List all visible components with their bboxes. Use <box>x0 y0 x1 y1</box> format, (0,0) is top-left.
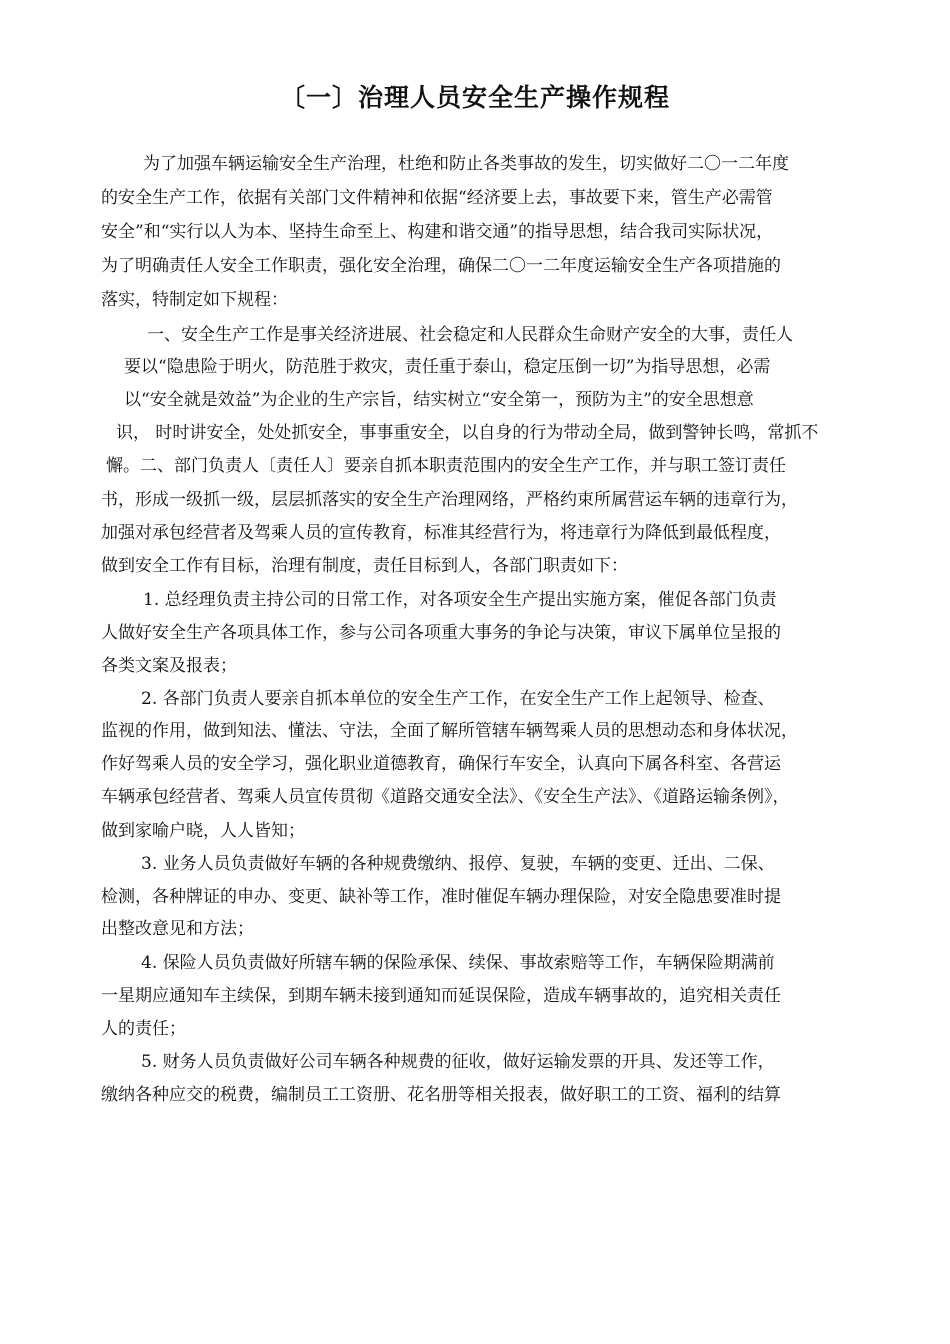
paragraph-line: 人的责任； <box>101 1019 186 1039</box>
paragraph-line: 人做好安全生产各项具体工作，参与公司各项重大事务的争论与决策，审议下属单位呈报的 <box>101 623 781 643</box>
paragraph-line: 以“安全就是效益”为企业的生产宗旨，结实树立“安全第一，预防为主”的安全思想意 <box>124 390 754 410</box>
page-title: 〔一〕治理人员安全生产操作规程 <box>279 83 670 112</box>
paragraph-line: 车辆承包经营者、驾乘人员宣传贯彻《道路交通安全法》、《安全生产法》、《道路运输条例》， <box>101 787 790 807</box>
paragraph-line: 监视的作用，做到知法、懂法、守法，全面了解所管辖车辆驾乘人员的思想动态和身体状况， <box>101 721 798 741</box>
paragraph-line: 的安全生产工作，依据有关部门文件精神和依据“经济要上去，事故要下来，管生产必需管 <box>101 188 773 208</box>
paragraph-line: 加强对承包经营者及驾乘人员的宣传教育，标准其经营行为，将违章行为降低到最低程度， <box>101 523 781 543</box>
paragraph-line: 做到家喻户晓，人人皆知； <box>101 821 305 841</box>
paragraph-line: 做到安全工作有目标，治理有制度，责任目标到人，各部门职责如下： <box>101 556 628 576</box>
paragraph-line: 1. 总经理负责主持公司的日常工作，对各项安全生产提出实施方案，催促各部门负责 <box>143 590 777 610</box>
paragraph-line: 出整改意见和方法； <box>101 919 254 939</box>
paragraph-line: 3. 业务人员负责做好车辆的各种规费缴纳、报停、复驶，车辆的变更、迁出、二保、 <box>141 854 775 874</box>
paragraph-line: 一星期应通知车主续保，到期车辆未接到通知而延误保险，造成车辆事故的，追究相关责任 <box>101 986 781 1006</box>
paragraph-line: 4. 保险人员负责做好所辖车辆的保险承保、续保、事故索赔等工作，车辆保险期满前 <box>141 953 775 973</box>
paragraph-line: 检测，各种牌证的申办、变更、缺补等工作，准时催促车辆办理保险，对安全隐患要准时提 <box>101 887 781 907</box>
paragraph-line: 一、安全生产工作是事关经济进展、社会稳定和人民群众生命财产安全的大事，责任人 <box>147 325 793 345</box>
paragraph-line: 书，形成一级抓一级，层层抓落实的安全生产治理网络，严格约束所属营运车辆的违章行为， <box>101 490 798 510</box>
paragraph-line: 安全”和“实行以人为本、坚持生命至上、构建和谐交通”的指导思想，结合我司实际状况， <box>101 222 774 242</box>
paragraph-line: 2. 各部门负责人要亲自抓本单位的安全生产工作，在安全生产工作上起领导、检查、 <box>141 689 775 709</box>
paragraph-line: 作好驾乘人员的安全学习，强化职业道德教育，确保行车安全，认真向下属各科室、各营运 <box>101 754 781 774</box>
paragraph-line: 为了明确责任人安全工作职责，强化安全治理，确保二〇一二年度运输安全生产各项措施的 <box>101 256 781 276</box>
paragraph-line: 要以“隐患险于明火，防范胜于救灾，责任重于泰山，稳定压倒一切”为指导思想，必需 <box>124 357 771 377</box>
paragraph-line: 识， 时时讲安全，处处抓安全，事事重安全，以自身的行为带动全局，做到警钟长鸣，常抓不 <box>116 423 819 443</box>
paragraph-line: 各类文案及报表； <box>101 656 237 676</box>
paragraph-line: 为了加强车辆运输安全生产治理，杜绝和防止各类事故的发生，切实做好二〇一二年度 <box>143 154 789 174</box>
paragraph-line: 懈。二、部门负责人〔责任人〕要亲自抓本职责范围内的安全生产工作，并与职工签订责任 <box>106 456 786 476</box>
paragraph-line: 缴纳各种应交的税费，编制员工工资册、花名册等相关报表，做好职工的工资、福利的结算 <box>101 1085 781 1105</box>
paragraph-line: 5. 财务人员负责做好公司车辆各种规费的征收，做好运输发票的开具、发还等工作， <box>141 1052 775 1072</box>
paragraph-line: 落实，特制定如下规程： <box>101 290 288 310</box>
